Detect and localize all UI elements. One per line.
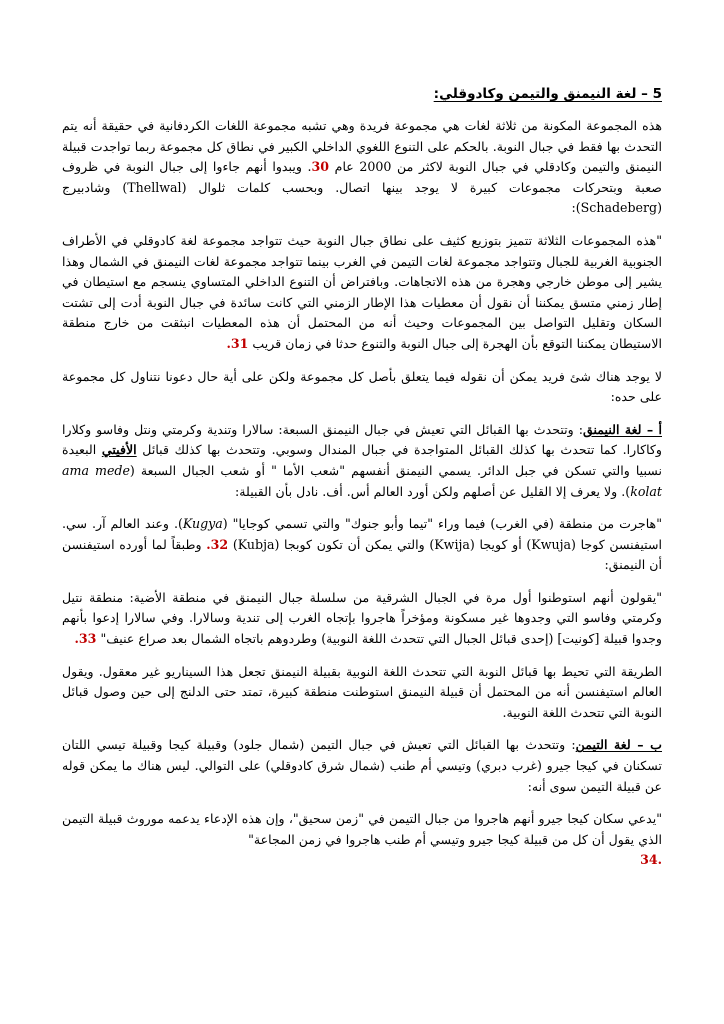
keiga-quote-text: "يدعي سكان كيجا جيرو أنهم هاجروا من جبال التيمن في "زمن سحيق"، وإن هذه الإدعاء يدعمه موروث قبيلة التيمن الذي يقول أن كل من قبيلة كيجا جيرو وتيسي أم طنب هاجروا في زمن المجاعة" <box>62 811 662 847</box>
quote-stevenson <box>62 588 662 650</box>
footnote-ref-31: 31. <box>226 335 249 351</box>
quote-keiga-jirru <box>62 809 662 871</box>
stevenson-quote-text: "يقولون أنهم استوطنوا أول مرة في الجبال الشرقية من سلسلة جبال النيمنق في منطقة الأضية: منطقة نتيل وكرمتي وفاسو التي وجدوها غير مسكونة ومؤخراً هاجروا بإتجاه الغرب إلى تندية وسالارا. وفي سالارا إدعوا بأنهم وجدوا قبيلة [كونيت] (إحدى قبائل الجبال التي تتحدث اللغة النوبية) وطردوهم باتجاه الشمال بعد صراع عنيف" <box>62 589 662 647</box>
nyimang-text-a: : وتتحدث بها القبائل التي تعيش في جبال النيمنق السبعة: سالارا وتندية وكرمتي ونتل وفاسو وكلارا وكاكارا. كما تتحدث بها كذلك القبائل المتواجدة في جبال المندال وسوبي. وتتحدث بها كذلك قبائل <box>62 421 662 458</box>
quote-text: "هذه المجموعات الثلاثة تتميز بتوزيع كثيف على نطاق جبال النوبة حيث تتواجد مجموعة لغة كادوقلي في الأطراف الجنوبية الغربية للجبال وتتواجد مجموعة لغات التيمن في الغرب بينما تتواجد مجموعة لغات النيمنق في الشمال وهذا يشير إلى موطن خارجي وهجرة من هذه الاتجاهات. وبافتراض أن التنوع الداخلي المتساوي ينسجم مع استيطان في إطار زمني متسق يمكننا أن نقول أن معطيات هذا الإطار الزمني التي كانت سائدة في جبال النوبة أدت إلى تشتت السكان وتقليل التواصل بين المجموعات وحيث أنه من المحتمل أن هذه المعطيات انبثقت من خارج منطقة الاستيطان يمكننا التوقع بأن الهجرة إلى جبال النوبة والتنوع حدثا في زمان قريب <box>62 232 662 351</box>
quote-thellwal-schadeberg <box>62 231 662 355</box>
nadel-quote-c: وطبقاً لما أورده استيفنسن أن النيمنق: <box>62 536 662 573</box>
temein-text: : وتتحدث بها القبائل التي تعيش في جبال التيمن (شمال جلود) وقبيلة كيجا وقبيلة تيسي اللتان تسكنان في كيجا جيرو (غرب دبري) وتيسي أم طنب (شمال شرق كادوقلي) على التوالي. ليس هناك ما يمكن قوله عن قبيلة التيمن سوى أنه: <box>62 737 662 794</box>
footnote-ref-30: 30 <box>311 159 330 175</box>
nyimang-text-b: البعيدة نسبيا والتي تسكن في جبل الدائر. يسمي النيمنق أنفسهم "شعب الأما " أو شعب الجبال السبعة ( <box>62 442 662 478</box>
paragraph-scenario: الطريقة التي تحيط بها قبائل النوبة التي تتحدث اللغة النوبية بقبيلة النيمنق تجعل هذا السيناريو غير معقول. ويقول العالم استيفنسن أنه من المحتمل أن قبيلة النيمنق استوطنت منطقة كبيرة، تمتد حتى الدلنج إلى حين وصول قبائل النوبة التي تتحدث اللغة النوبية. <box>62 663 662 720</box>
ama-mede-kolat-term: ama mede kolat <box>62 462 662 499</box>
paragraph-intro <box>62 116 662 219</box>
nadel-quote-b: ). وعند العالم آر. سي. استيفنسن كوجا (Kwuja) أو كويجا (Kwija) والتي يمكن أن تكون كوبجا (Kubja) <box>62 516 663 552</box>
quote-nadel <box>62 514 662 576</box>
kugya-term: Kugya <box>182 516 223 532</box>
temein-label: ب – لغة التيمن <box>575 737 662 753</box>
footnote-ref-32: 32. <box>206 536 229 552</box>
paragraph-nyimang <box>62 420 662 502</box>
paragraph-intro-text-continued: . ويبدوا أنهم جاءوا إلى جبال النوبة في ظروف صعبة وبتحركات مجموعات كبيرة لا يوجد بينها اتصال. وبحسب كلمات ثلوال (Thellwal) وشادبيرج (Schadeberg): <box>62 159 662 216</box>
section-heading: 5 – لغة النيمنق والتيمن وكادوقلي: <box>433 86 662 102</box>
footnote-ref-34: .34 <box>640 852 662 868</box>
footnote-ref-33: 33. <box>74 631 97 647</box>
paragraph-temein <box>62 735 662 797</box>
paragraph-transition: لا يوجد هناك شئ فريد يمكن أن نقوله فيما يتعلق بأصل كل مجموعة ولكن على أية حال دعونا نتناول كل مجموعة على حده: <box>62 368 662 405</box>
nadel-quote-a: "هاجرت من منطقة (في الغرب) فيما وراء "تيما وأبو جنوك" والتي تسمي كوجايا" ( <box>222 516 662 532</box>
nyimang-text-c: ). ولا يعرف إلا القليل عن أصلهم ولكن أورد العالم أس. أف. نادل بأن القبيلة: <box>235 483 631 499</box>
afitti-term: الأفيتي <box>101 442 137 458</box>
nyimang-label: أ – لغة النيمنق <box>582 421 662 437</box>
paragraph-intro-text: هذه المجموعة المكونة من ثلاثة لغات هي مجموعة فريدة وهي تشبه مجموعة اللغات الكردفانية في حقيقة أنه يتم التحدث بها فقط في جبال النوبة. بالحكم على التنوع اللغوي الداخلي الكبير في نطاق كل مجموعة ربما تواجدت قبيلة النيمنق والتيمن وكادقلي في جبال النوبة لاكثر من 2000 عام <box>62 118 663 175</box>
